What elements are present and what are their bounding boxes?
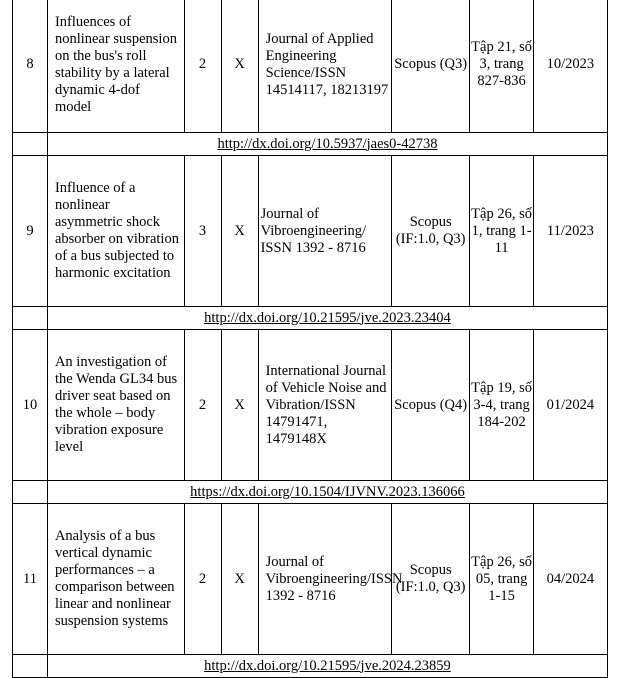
- doi-link[interactable]: http://dx.doi.org/10.21595/jve.2024.23859: [204, 657, 451, 674]
- volume-pages: Tập 21, số 3, trang 827-836: [470, 0, 534, 133]
- publication-date: 04/2024: [533, 504, 607, 655]
- journal-name: Journal of Vibroengineering/ ISSN 1392 - 8716: [258, 156, 391, 307]
- article-title: Influences of nonlinear suspension on the bus's roll stability by a lateral dynamic 4-dof model: [47, 0, 184, 133]
- author-count: 3: [184, 156, 221, 307]
- table-row: [13, 156, 608, 307]
- publication-date: 11/2023: [533, 156, 607, 307]
- table-row: [13, 504, 608, 655]
- volume-pages: Tập 26, số 05, trang 1-15: [470, 504, 534, 655]
- index-category: Scopus (IF:1.0, Q3): [391, 504, 469, 655]
- main-author-mark: X: [221, 330, 258, 481]
- table-row-doi: [13, 307, 608, 330]
- main-author-mark: X: [221, 504, 258, 655]
- index-category: Scopus (IF:1.0, Q3): [391, 156, 469, 307]
- doi-link[interactable]: http://dx.doi.org/10.21595/jve.2023.23404: [204, 309, 451, 326]
- doi-link[interactable]: http://dx.doi.org/10.5937/jaes0-42738: [217, 135, 438, 152]
- main-author-mark: X: [221, 0, 258, 133]
- main-author-mark: X: [221, 156, 258, 307]
- doi-link[interactable]: https://dx.doi.org/10.1504/IJVNV.2023.136066: [190, 483, 465, 500]
- table-row-doi: [13, 133, 608, 156]
- publication-date: 01/2024: [533, 330, 607, 481]
- journal-name: Journal of Applied Engineering Science/ISSN 14514117, 18213197: [258, 0, 391, 133]
- row-number: 9: [13, 156, 48, 307]
- publications-table: [12, 0, 608, 678]
- table-row-doi: [13, 655, 608, 678]
- row-number: 10: [13, 330, 48, 481]
- volume-pages: Tập 26, số 1, trang 1-11: [470, 156, 534, 307]
- table-row: [13, 0, 608, 133]
- author-count: 2: [184, 504, 221, 655]
- author-count: 2: [184, 0, 221, 133]
- table-row-doi: [13, 481, 608, 504]
- row-number: 11: [13, 504, 48, 655]
- index-category: Scopus (Q4): [391, 330, 469, 481]
- article-title: Analysis of a bus vertical dynamic performances – a comparison between linear and nonlinear suspension systems: [47, 504, 184, 655]
- index-category: Scopus (Q3): [391, 0, 469, 133]
- journal-name: Journal of Vibroengineering/ISSN 1392 - 8716: [258, 504, 391, 655]
- publication-date: 10/2023: [533, 0, 607, 133]
- row-number: 8: [13, 0, 48, 133]
- article-title: An investigation of the Wenda GL34 bus driver seat based on the whole – body vibration exposure level: [47, 330, 184, 481]
- volume-pages: Tập 19, số 3-4, trang 184-202: [470, 330, 534, 481]
- author-count: 2: [184, 330, 221, 481]
- table-row: [13, 330, 608, 481]
- article-title: Influence of a nonlinear asymmetric shock absorber on vibration of a bus subjected to harmonic excitation: [47, 156, 184, 307]
- journal-name: International Journal of Vehicle Noise and Vibration/ISSN 14791471, 1479148X: [258, 330, 391, 481]
